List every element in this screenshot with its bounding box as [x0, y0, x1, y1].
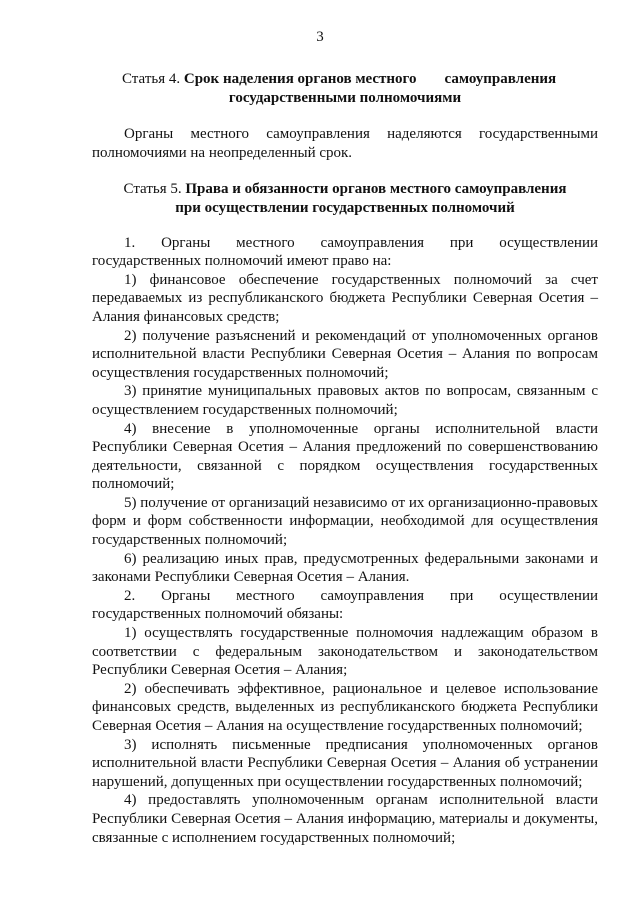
- page-number: 3: [316, 29, 324, 45]
- article-4-title-line2: государственными полномочиями: [228, 89, 462, 106]
- article-5-title-line1: Права и обязанности органов местного самоуправления: [185, 181, 567, 198]
- article-5-heading-line1: [92, 180, 598, 199]
- article-4-paragraph: Органы местного самоуправления наделяются государственными полномочиями на неопределенный срок.: [92, 126, 598, 161]
- part-2-item-1: 1) осуществлять государственные полномочия надлежащим образом в соответствии с федеральным законодательством и законодательством Республики Северная Осетия – Алания;: [92, 625, 598, 679]
- article-5-title-line2: при осуществлении государственных полномочий: [175, 199, 515, 216]
- article-4-title-part2: самоуправления: [444, 71, 557, 87]
- part-2-item-2: 2) обеспечивать эффективное, рациональное и целевое использование финансовых средств, выделенных из республиканского бюджета Республики Северная Осетия – Алания на осуществление государственных полномочий;: [92, 680, 598, 734]
- part-1-item-2: 2) получение разъяснений и рекомендаций от уполномоченных органов исполнительной власти Республики Северная Осетия – Алания по вопросам осуществления государственных полномочий;: [92, 327, 598, 381]
- article-5-lead: Статья 5.: [123, 181, 182, 198]
- part-1-item-4: 4) внесение в уполномоченные органы исполнительной власти Республики Северная Осетия – Алания предложений по совершенствованию деятельности, связанной с порядком осуществления государственных полномочий;: [92, 420, 598, 493]
- part-1-item-1: 1) финансовое обеспечение государственных полномочий за счет передаваемых из республиканского бюджета Республики Северная Осетия – Алания финансовых средств;: [92, 271, 598, 325]
- part-1-item-5: 5) получение от организаций независимо от их организационно-правовых форм и форм собственности информации, необходимой для осуществления государственных полномочий;: [92, 494, 598, 549]
- part-1-item-6: 6) реализацию иных прав, предусмотренных федеральными законами и законами Республики Северная Осетия – Алания.: [92, 550, 598, 586]
- article-4-lead: Статья 4.: [122, 71, 181, 87]
- article-5-heading: [92, 180, 598, 217]
- part-2-item-4: 4) предоставлять уполномоченным органам исполнительной власти Республики Северная Осетия – Алания информацию, материалы и документы, связанные с исполнением государственных полномочий;: [92, 792, 598, 846]
- part-2-item-3: 3) исполнять письменные предписания уполномоченных органов исполнительной власти Республики Северная Осетия – Алания об устранении нарушений, допущенных при осуществлении государственных полномочий;: [92, 736, 598, 790]
- part-1-intro: 1. Органы местного самоуправления при осуществлении государственных полномочий имеют право на:: [92, 234, 598, 270]
- part-2-intro: 2. Органы местного самоуправления при осуществлении государственных полномочий обязаны:: [92, 587, 598, 623]
- article-4-title-part1: Срок наделения органов местного: [183, 71, 417, 87]
- article-4-heading: [92, 70, 598, 107]
- article-4-heading-line1: [92, 70, 598, 89]
- part-1-item-3: 3) принятие муниципальных правовых актов по вопросам, связанным с осуществлением государственных полномочий;: [92, 383, 598, 418]
- document-body: [92, 70, 598, 847]
